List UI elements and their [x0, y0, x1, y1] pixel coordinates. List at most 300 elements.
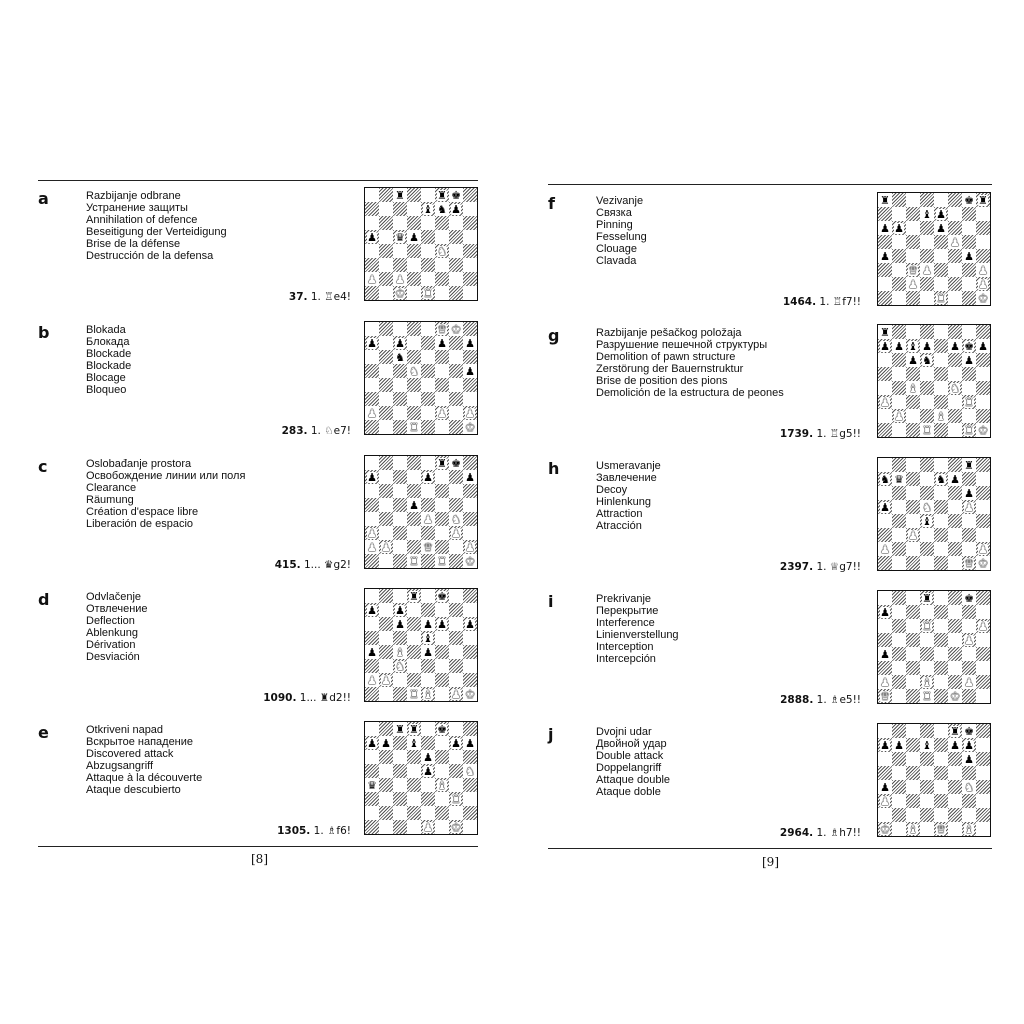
entry-e	[38, 721, 483, 843]
black-pawn-icon: ♟	[922, 339, 932, 353]
board-square	[393, 406, 407, 420]
board-square	[962, 766, 976, 780]
board-square	[421, 272, 435, 286]
white-rook-icon: ♜	[423, 286, 433, 300]
white-queen-icon: ♛	[423, 540, 433, 554]
chess-board	[364, 588, 478, 702]
board-square	[449, 272, 463, 286]
board-square	[463, 540, 477, 554]
board-square	[463, 484, 477, 498]
white-pawn-icon: ♟	[465, 406, 475, 420]
board-square	[906, 381, 920, 395]
term-french: Brise de position des pions	[596, 375, 728, 387]
board-square	[948, 381, 962, 395]
board-square	[878, 808, 892, 822]
term-german: Hinlenkung	[596, 496, 652, 508]
board-square	[463, 244, 477, 258]
board-square	[934, 472, 948, 486]
board-square	[948, 486, 962, 500]
board-square	[920, 291, 934, 305]
board-square	[365, 420, 379, 434]
board-square	[934, 249, 948, 263]
white-queen-icon: ♛	[936, 822, 946, 836]
white-pawn-icon: ♟	[978, 277, 988, 291]
board-square	[449, 526, 463, 540]
board-square	[435, 498, 449, 512]
white-pawn-icon: ♟	[894, 409, 904, 423]
board-square	[892, 647, 906, 661]
board-square	[906, 291, 920, 305]
chess-board	[364, 721, 478, 835]
white-knight-icon: ♞	[465, 764, 475, 778]
board-square	[906, 395, 920, 409]
term-english: Annihilation of defence	[86, 214, 198, 226]
board-square	[449, 286, 463, 300]
white-pawn-icon: ♟	[423, 820, 433, 834]
board-square	[435, 820, 449, 834]
black-pawn-icon: ♟	[880, 780, 890, 794]
board-square	[976, 647, 990, 661]
board-square	[379, 512, 393, 526]
board-square	[920, 542, 934, 556]
board-square	[920, 249, 934, 263]
board-square	[463, 202, 477, 216]
black-pawn-icon: ♟	[950, 472, 960, 486]
board-square	[892, 556, 906, 570]
board-square	[962, 633, 976, 647]
board-square	[934, 500, 948, 514]
white-pawn-icon: ♟	[880, 794, 890, 808]
term-english: Deflection	[86, 615, 135, 627]
black-rook-icon: ♜	[409, 589, 419, 603]
term-german: Blockade	[86, 360, 132, 372]
term-serbian: Otkriveni napad	[86, 724, 164, 736]
board-square	[948, 235, 962, 249]
white-pawn-icon: ♟	[964, 675, 974, 689]
board-square	[948, 647, 962, 661]
board-square	[934, 486, 948, 500]
board-square	[435, 645, 449, 659]
page-number-left: [8]	[251, 852, 268, 866]
term-serbian: Prekrivanje	[596, 593, 652, 605]
board-square	[906, 822, 920, 836]
black-pawn-icon: ♟	[964, 738, 974, 752]
black-pawn-icon: ♟	[465, 336, 475, 350]
board-square	[379, 673, 393, 687]
board-square	[379, 526, 393, 540]
board-square	[878, 193, 892, 207]
black-rook-icon: ♜	[395, 722, 405, 736]
solution-number: 415.	[274, 559, 301, 571]
board-square	[435, 406, 449, 420]
board-square	[934, 458, 948, 472]
chess-board	[364, 321, 478, 435]
board-square	[463, 673, 477, 687]
board-square	[892, 619, 906, 633]
solution-number: 1739.	[779, 428, 814, 440]
board-square	[407, 540, 421, 554]
term-list	[596, 726, 670, 798]
right-bottom-rule	[548, 848, 992, 849]
entry-b	[38, 321, 483, 443]
board-square	[407, 512, 421, 526]
board-square	[449, 687, 463, 701]
board-square	[421, 406, 435, 420]
board-square	[920, 458, 934, 472]
board-square	[449, 364, 463, 378]
board-square	[435, 512, 449, 526]
black-rook-icon: ♜	[922, 591, 932, 605]
board-square	[892, 514, 906, 528]
board-square	[407, 554, 421, 568]
board-square	[920, 556, 934, 570]
board-square	[435, 736, 449, 750]
board-square	[976, 472, 990, 486]
board-square	[421, 258, 435, 272]
board-square	[976, 794, 990, 808]
board-square	[407, 484, 421, 498]
black-rook-icon: ♜	[950, 724, 960, 738]
board-square	[463, 470, 477, 484]
white-pawn-icon: ♟	[964, 500, 974, 514]
term-french: Dérivation	[86, 639, 136, 651]
board-square	[435, 603, 449, 617]
board-square	[934, 661, 948, 675]
term-french: Interception	[596, 641, 654, 653]
board-square	[976, 724, 990, 738]
white-king-icon: ♚	[395, 286, 405, 300]
white-queen-icon: ♛	[908, 263, 918, 277]
board-square	[449, 420, 463, 434]
board-square	[435, 778, 449, 792]
board-square	[948, 325, 962, 339]
board-square	[920, 263, 934, 277]
board-square	[962, 514, 976, 528]
black-pawn-icon: ♟	[395, 336, 405, 350]
board-square	[962, 353, 976, 367]
board-square	[407, 272, 421, 286]
board-square	[407, 188, 421, 202]
solution-number: 1305.	[277, 825, 311, 837]
solution-number: 283.	[281, 425, 308, 437]
white-pawn-icon: ♟	[367, 526, 377, 540]
board-square	[463, 456, 477, 470]
entry-letter: g	[548, 326, 560, 345]
board-square	[976, 458, 990, 472]
board-square	[962, 381, 976, 395]
board-square	[934, 556, 948, 570]
black-pawn-icon: ♟	[451, 736, 461, 750]
board-square	[379, 792, 393, 806]
solution-number: 2964.	[779, 827, 814, 839]
board-square	[878, 752, 892, 766]
board-square	[449, 456, 463, 470]
board-square	[463, 526, 477, 540]
board-square	[449, 750, 463, 764]
black-rook-icon: ♜	[437, 456, 447, 470]
board-square	[393, 484, 407, 498]
board-square	[948, 367, 962, 381]
board-square	[379, 322, 393, 336]
board-square	[365, 272, 379, 286]
board-square	[934, 325, 948, 339]
solution-number: 2397.	[779, 561, 814, 573]
term-russian: Завлечение	[596, 472, 657, 484]
board-square	[379, 617, 393, 631]
black-bishop-icon: ♝	[922, 514, 932, 528]
board-square	[421, 631, 435, 645]
board-square	[435, 420, 449, 434]
board-square	[878, 277, 892, 291]
white-pawn-icon: ♟	[395, 272, 405, 286]
black-pawn-icon: ♟	[423, 764, 433, 778]
board-square	[976, 619, 990, 633]
entry-letter: h	[548, 459, 560, 478]
board-square	[379, 272, 393, 286]
board-square	[463, 554, 477, 568]
board-square	[976, 528, 990, 542]
black-pawn-icon: ♟	[367, 336, 377, 350]
board-square	[948, 619, 962, 633]
board-square	[878, 633, 892, 647]
board-square	[463, 286, 477, 300]
board-square	[463, 722, 477, 736]
board-square	[421, 378, 435, 392]
board-square	[463, 820, 477, 834]
term-french: Attraction	[596, 508, 643, 520]
board-square	[407, 673, 421, 687]
board-square	[920, 752, 934, 766]
board-square	[421, 792, 435, 806]
board-square	[892, 542, 906, 556]
board-square	[962, 277, 976, 291]
black-rook-icon: ♜	[978, 193, 988, 207]
board-square	[407, 722, 421, 736]
board-square	[407, 420, 421, 434]
white-rook-icon: ♜	[964, 395, 974, 409]
board-square	[892, 528, 906, 542]
board-square	[449, 631, 463, 645]
board-square	[962, 752, 976, 766]
board-square	[421, 188, 435, 202]
term-list	[86, 324, 131, 396]
board-square	[976, 277, 990, 291]
board-square	[421, 778, 435, 792]
board-square	[379, 778, 393, 792]
board-square	[393, 673, 407, 687]
black-pawn-icon: ♟	[936, 221, 946, 235]
board-square	[906, 353, 920, 367]
board-square	[435, 806, 449, 820]
white-pawn-icon: ♟	[908, 277, 918, 291]
black-pawn-icon: ♟	[465, 617, 475, 631]
term-english: Demolition of pawn structure	[596, 351, 736, 363]
board-square	[976, 291, 990, 305]
black-bishop-icon: ♝	[908, 339, 918, 353]
board-square	[393, 645, 407, 659]
board-square	[449, 188, 463, 202]
board-square	[463, 603, 477, 617]
board-square	[449, 722, 463, 736]
board-square	[962, 500, 976, 514]
board-square	[421, 687, 435, 701]
board-square	[393, 603, 407, 617]
term-list	[86, 591, 148, 663]
term-french: Clouage	[596, 243, 637, 255]
board-square	[948, 263, 962, 277]
chess-board	[877, 324, 991, 438]
entry-g	[548, 324, 993, 446]
board-square	[892, 633, 906, 647]
board-square	[962, 221, 976, 235]
board-square	[892, 381, 906, 395]
black-rook-icon: ♜	[437, 188, 447, 202]
white-rook-icon: ♜	[936, 291, 946, 305]
board-square	[934, 633, 948, 647]
board-square	[934, 381, 948, 395]
term-english: Discovered attack	[86, 748, 174, 760]
board-square	[449, 603, 463, 617]
board-square	[379, 554, 393, 568]
board-square	[435, 792, 449, 806]
board-square	[934, 724, 948, 738]
board-square	[365, 484, 379, 498]
board-square	[892, 766, 906, 780]
board-square	[421, 350, 435, 364]
entry-letter: b	[38, 323, 50, 342]
board-square	[393, 244, 407, 258]
term-spanish: Desviación	[86, 651, 140, 663]
board-square	[393, 750, 407, 764]
board-square	[948, 724, 962, 738]
board-square	[962, 291, 976, 305]
board-square	[920, 395, 934, 409]
board-square	[892, 486, 906, 500]
solution-move: 1. ♗h7!!	[816, 827, 861, 839]
board-square	[407, 778, 421, 792]
board-square	[920, 619, 934, 633]
board-square	[934, 822, 948, 836]
board-square	[421, 286, 435, 300]
board-square	[365, 512, 379, 526]
board-square	[463, 188, 477, 202]
board-square	[962, 325, 976, 339]
board-square	[906, 235, 920, 249]
board-square	[962, 423, 976, 437]
board-square	[407, 736, 421, 750]
board-square	[393, 364, 407, 378]
board-square	[463, 498, 477, 512]
board-square	[948, 458, 962, 472]
board-square	[449, 378, 463, 392]
black-pawn-icon: ♟	[381, 736, 391, 750]
board-square	[365, 378, 379, 392]
white-king-icon: ♚	[451, 820, 461, 834]
board-square	[934, 207, 948, 221]
solution-number: 37.	[288, 291, 308, 303]
board-square	[393, 498, 407, 512]
board-square	[934, 675, 948, 689]
solution	[289, 291, 351, 303]
board-square	[379, 722, 393, 736]
board-square	[878, 738, 892, 752]
board-square	[892, 500, 906, 514]
board-square	[365, 778, 379, 792]
black-pawn-icon: ♟	[437, 617, 447, 631]
board-square	[878, 423, 892, 437]
board-square	[365, 673, 379, 687]
board-square	[407, 750, 421, 764]
solution-move: 1... ♛g2!	[304, 559, 351, 571]
board-square	[976, 325, 990, 339]
white-bishop-icon: ♝	[936, 409, 946, 423]
board-square	[948, 591, 962, 605]
chess-board	[364, 455, 478, 569]
solution	[275, 559, 351, 571]
board-square	[463, 659, 477, 673]
board-square	[934, 221, 948, 235]
board-square	[962, 605, 976, 619]
board-square	[906, 661, 920, 675]
board-square	[379, 420, 393, 434]
term-spanish: Intercepción	[596, 653, 656, 665]
board-square	[365, 364, 379, 378]
board-square	[892, 780, 906, 794]
white-knight-icon: ♞	[922, 500, 932, 514]
board-square	[878, 675, 892, 689]
board-square	[421, 470, 435, 484]
board-square	[906, 500, 920, 514]
board-square	[948, 556, 962, 570]
board-square	[421, 392, 435, 406]
board-square	[379, 392, 393, 406]
board-square	[421, 764, 435, 778]
board-square	[892, 395, 906, 409]
board-square	[920, 221, 934, 235]
solution-number: 1090.	[263, 692, 297, 704]
board-square	[435, 589, 449, 603]
board-square	[449, 792, 463, 806]
board-square	[393, 230, 407, 244]
white-pawn-icon: ♟	[451, 526, 461, 540]
board-square	[962, 808, 976, 822]
board-square	[463, 336, 477, 350]
board-square	[393, 216, 407, 230]
entry-c	[38, 455, 483, 577]
board-square	[463, 258, 477, 272]
board-square	[393, 631, 407, 645]
board-square	[934, 277, 948, 291]
board-square	[393, 540, 407, 554]
board-square	[463, 392, 477, 406]
white-rook-icon: ♜	[437, 554, 447, 568]
board-square	[976, 353, 990, 367]
board-square	[920, 633, 934, 647]
black-pawn-icon: ♟	[367, 603, 377, 617]
term-german: Zerstörung der Bauernstruktur	[596, 363, 744, 375]
white-rook-icon: ♜	[922, 689, 932, 703]
white-king-icon: ♚	[465, 420, 475, 434]
board-square	[920, 689, 934, 703]
black-king-icon: ♚	[964, 193, 974, 207]
board-square	[379, 498, 393, 512]
white-queen-icon: ♛	[964, 556, 974, 570]
board-square	[393, 456, 407, 470]
board-square	[906, 542, 920, 556]
chess-board	[364, 187, 478, 301]
term-spanish: Bloqueo	[86, 384, 127, 396]
white-king-icon: ♚	[978, 291, 988, 305]
